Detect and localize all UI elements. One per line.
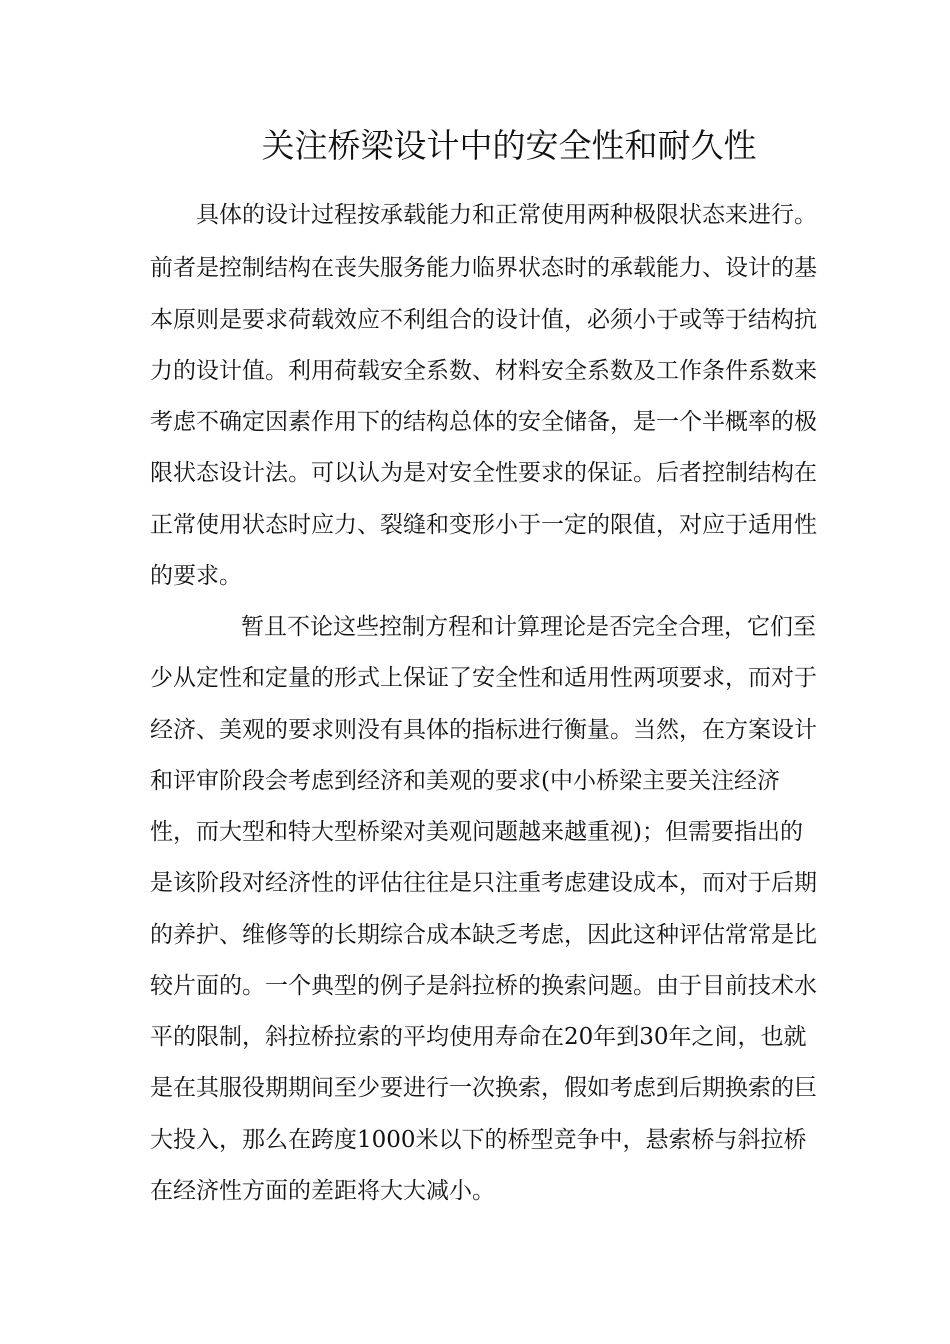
paragraph-2-line: 较片面的。一个典型的例子是斜拉桥的换索问题。由于目前技术水 [150, 973, 817, 999]
paragraph-1-line: 本原则是要求荷载效应不利组合的设计值，必须小于或等于结构抗 [150, 307, 817, 333]
paragraph-2-line: 暂且不论这些控制方程和计算理论是否完全合理，它们至 [241, 614, 816, 640]
paragraph-1-line: 力的设计值。利用荷载安全系数、材料安全系数及工作条件系数来 [150, 358, 817, 384]
paragraph-2-line: 是在其服役期期间至少要进行一次换索，假如考虑到后期换索的巨 [150, 1075, 817, 1101]
paragraph-1-line: 考虑不确定因素作用下的结构总体的安全储备，是一个半概率的极 [150, 409, 817, 435]
paragraph-1-line: 前者是控制结构在丧失服务能力临界状态时的承载能力、设计的基 [150, 255, 817, 281]
paragraph-2-line: 在经济性方面的差距将大大减小。 [150, 1178, 495, 1204]
paragraph-1-line: 具体的设计过程按承载能力和正常使用两种极限状态来进行。 [196, 202, 817, 228]
paragraph-2-line: 的养护、维修等的长期综合成本缺乏考虑，因此这种评估常常是比 [150, 922, 817, 948]
paragraph-1-line: 限状态设计法。可以认为是对安全性要求的保证。后者控制结构在 [150, 460, 817, 486]
paragraph-1-line: 的要求。 [150, 563, 242, 589]
paragraph-2-line: 平的限制，斜拉桥拉索的平均使用寿命在20年到30年之间，也就 [150, 1024, 807, 1050]
document-title: 关注桥梁设计中的安全性和耐久性 [261, 126, 757, 165]
paragraph-2-line: 是该阶段对经济性的评估往往是只注重考虑建设成本，而对于后期 [150, 870, 817, 896]
paragraph-2-line: 性，而大型和特大型桥梁对美观问题越来越重视)；但需要指出的 [150, 819, 803, 845]
paragraph-2-line: 和评审阶段会考虑到经济和美观的要求(中小桥梁主要关注经济 [150, 768, 780, 794]
paragraph-2-line: 经济、美观的要求则没有具体的指标进行衡量。当然，在方案设计 [150, 717, 817, 743]
paragraph-1-line: 正常使用状态时应力、裂缝和变形小于一定的限值，对应于适用性 [150, 512, 817, 538]
paragraph-2-line: 少从定性和定量的形式上保证了安全性和适用性两项要求，而对于 [150, 665, 817, 691]
paragraph-2-line: 大投入，那么在跨度1000米以下的桥型竞争中，悬索桥与斜拉桥 [150, 1127, 807, 1153]
